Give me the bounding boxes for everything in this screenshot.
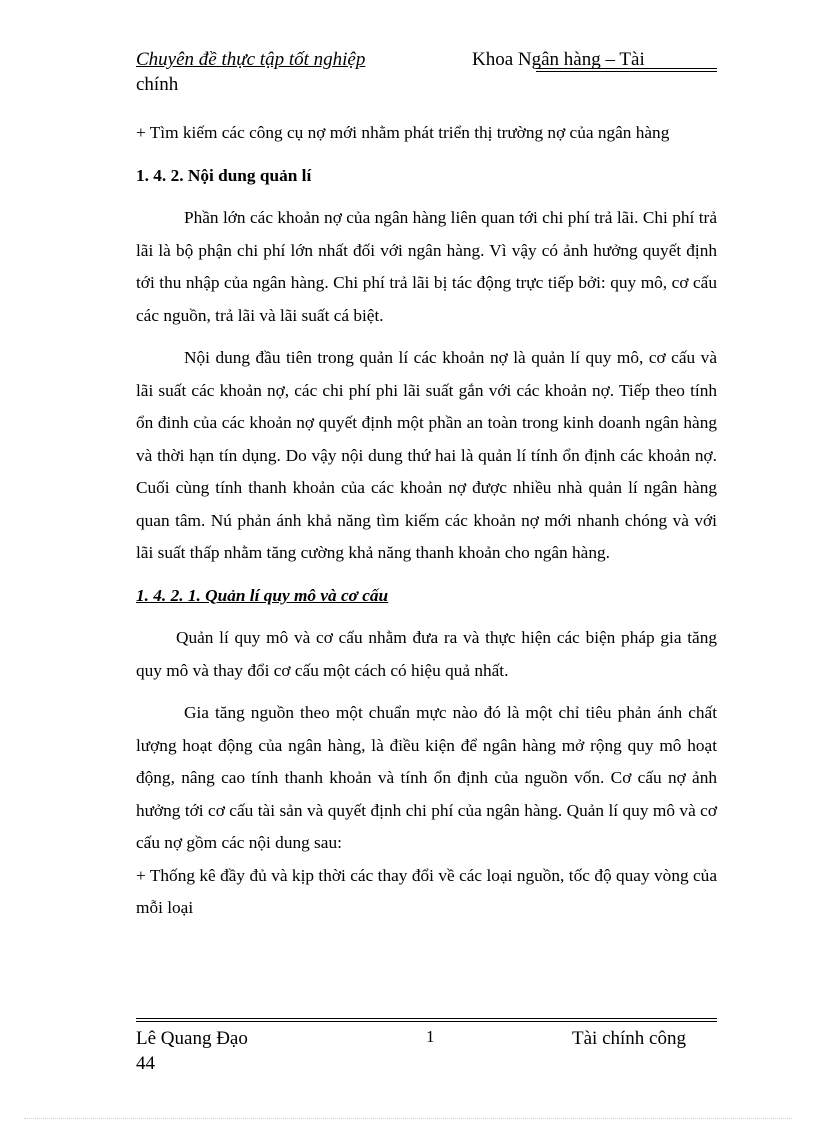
page-number: 1 xyxy=(426,1027,435,1046)
body-text xyxy=(136,117,717,925)
footer-class: Tài chính công xyxy=(572,1028,686,1049)
section-heading: 1. 4. 2. Nội dung quản lí xyxy=(136,165,312,185)
footer-rule xyxy=(136,1018,717,1022)
header-line xyxy=(136,48,717,72)
header-title: Chuyên đề thực tập tốt nghiệp xyxy=(136,49,366,70)
page-header xyxy=(136,48,717,97)
paragraph-3: Quản lí quy mô và cơ cấu nhằm đưa ra và thực hiện các biện pháp gia tăng quy mô và thay đổi cơ cấu một cách có hiệu quả nhất. xyxy=(136,628,717,680)
page-edge-dots xyxy=(24,1118,792,1119)
footer-author: Lê Quang Đạo xyxy=(136,1028,248,1049)
paragraph-4: Gia tăng nguồn theo một chuẩn mực nào đó là một chỉ tiêu phản ánh chất lượng hoạt động của ngân hàng, là điều kiện để ngân hàng mở rộng quy mô hoạt động, nâng cao tính thanh khoản và tính ổn định của nguồn vốn. Cơ cấu nợ ảnh hưởng tới cơ cấu tài sản và quyết định chi phí của ngân hàng. Quản lí quy mô và cơ cấu nợ gồm các nội dung sau: xyxy=(136,703,717,852)
paragraph-bullet-2: + Thống kê đầy đủ và kịp thời các thay đổi về các loại nguồn, tốc độ quay vòng của mỗi loại xyxy=(136,865,717,917)
subsection-heading: 1. 4. 2. 1. Quản lí quy mô và cơ cấu xyxy=(136,585,389,605)
header-faculty-continued: chính xyxy=(136,74,179,95)
paragraph-bullet-1: + Tìm kiếm các công cụ nợ mới nhằm phát triển thị trường nợ của ngân hàng xyxy=(136,123,670,142)
paragraph-1: Phần lớn các khoản nợ của ngân hàng liên quan tới chi phí trả lãi. Chi phí trả lãi là bộ phận chi phí lớn nhất đối với ngân hàng. Vì vậy có ảnh hưởng quyết định tới thu nhập của ngân hàng. Chi phí trả lãi bị tác động trực tiếp bởi: quy mô, cơ cấu các nguồn, trả lãi và lãi suất cá biệt. xyxy=(136,208,717,325)
header-faculty: Khoa Ngân hàng – Tài xyxy=(472,49,645,70)
footer-class-number: 44 xyxy=(136,1053,155,1074)
header-rule xyxy=(536,68,717,72)
paragraph-2: Nội dung đầu tiên trong quản lí các khoản nợ là quản lí quy mô, cơ cấu và lãi suất các khoản nợ, các chi phí phi lãi suất gắn với các khoản nợ. Tiếp theo tính ổn đinh của các khoản nợ quyết định một phần an toàn trong kinh doanh ngân hàng và thời hạn tín dụng. Do vậy nội dung thứ hai là quản lí tính ổn định các khoản nợ. Cuối cùng tính thanh khoản của các khoản nợ được nhiều nhà quản lí ngân hàng quan tâm. Nú phản ánh khả năng tìm kiếm các khoản nợ mới nhanh chóng và với lãi suất thấp nhằm tăng cường khả năng thanh khoản cho ngân hàng. xyxy=(136,348,717,562)
